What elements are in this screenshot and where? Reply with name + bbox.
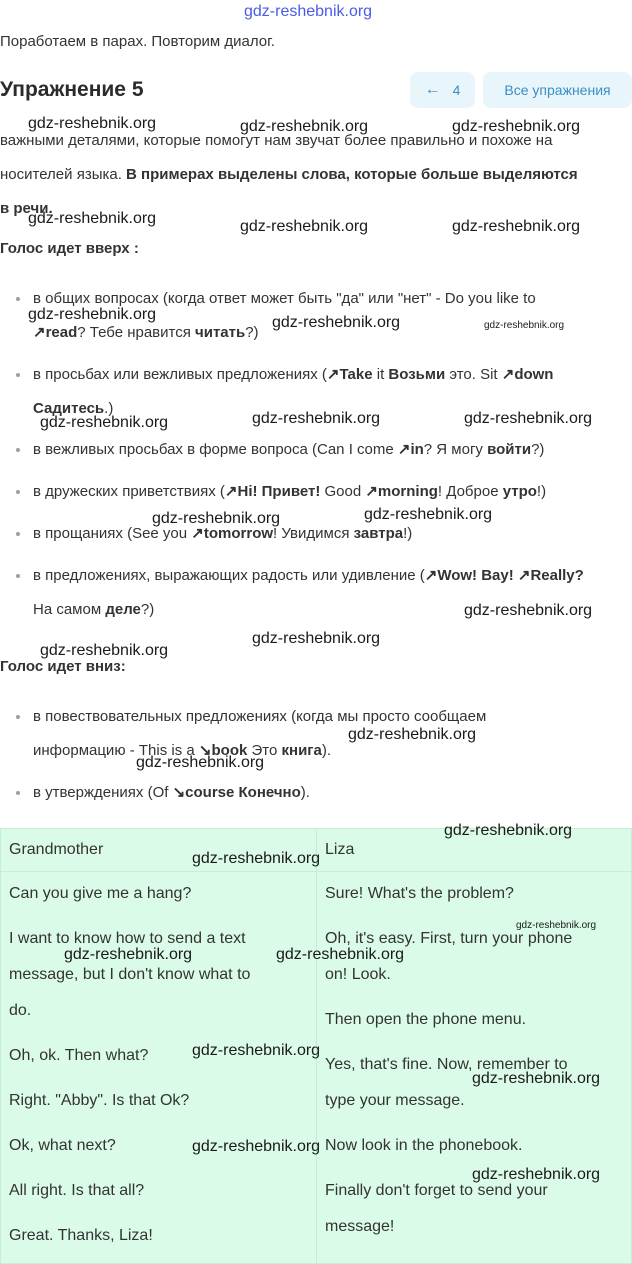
dialog-line: Finally don't forget to send your <box>325 1182 548 1199</box>
watermark: gdz-reshebnik.org <box>40 642 169 659</box>
grandmother-column <box>1 872 317 1264</box>
text-span: ! Увидимся <box>273 525 354 542</box>
text-span: ↗Hi! Привет! <box>224 483 321 500</box>
text-span: ? Тебе нравится <box>77 324 196 341</box>
watermark: gdz-reshebnik.org <box>364 506 493 523</box>
intro-text: Поработаем в парах. Повторим диалог. <box>0 33 275 50</box>
exercise-title: Упражнение 5 <box>0 78 144 101</box>
list-item <box>33 358 553 392</box>
text-span: деле <box>105 601 141 618</box>
text-span: ?) <box>245 324 259 341</box>
list-item <box>33 433 544 467</box>
dialog-line: Oh, it's easy. First, turn your phone <box>325 930 573 947</box>
text-span: в общих вопросах (когда ответ может быть "да" или "нет" - Do you like to <box>33 290 536 307</box>
watermark: gdz-reshebnik.org <box>28 115 157 132</box>
watermark: gdz-reshebnik.org <box>136 754 265 771</box>
text-span: в просьбах или вежливых предложениях ( <box>33 366 327 383</box>
dialog-line: Ok, what next? <box>9 1137 116 1154</box>
dialog-line: type your message. <box>325 1092 465 1109</box>
dialog-line: Can you give me a hang? <box>9 885 192 902</box>
dialog-line: Sure! What's the problem? <box>325 885 514 902</box>
text-span: ↗in <box>397 441 424 458</box>
text-span: Это <box>247 742 282 759</box>
text-span: в предложениях, выражающих радость или удивление ( <box>33 567 425 584</box>
previous-exercise-label: 4 <box>452 82 461 98</box>
watermark: gdz-reshebnik.org <box>464 410 593 427</box>
dialog-line: Oh, ok. Then what? <box>9 1047 149 1064</box>
list-item-continuation <box>33 593 154 627</box>
dialog-line: Great. Thanks, Liza! <box>9 1227 153 1244</box>
text-span: информацию - This is a <box>33 742 199 759</box>
bullet-icon <box>16 373 20 377</box>
dialog-line: Right. "Abby". Is that Ok? <box>9 1092 190 1109</box>
text-line: в речи. <box>0 200 53 217</box>
text-line: важными деталями, которые помогут нам звучат более правильно и похоже на <box>0 132 553 149</box>
column-header-grandmother: Grandmother <box>1 829 317 872</box>
bullet-icon <box>16 791 20 795</box>
text-emphasis: В примерах выделены слова, которые больше выделяются <box>126 166 578 183</box>
watermark-top: gdz-reshebnik.org <box>244 3 373 20</box>
dialog-line: Yes, that's fine. Now, remember to <box>325 1056 568 1073</box>
text-line <box>0 158 578 192</box>
text-span: носителей языка. <box>0 166 127 183</box>
bullet-icon <box>16 715 20 719</box>
all-exercises-button[interactable] <box>483 72 632 108</box>
text-span: в вежливых просьбах в форме вопроса (Can I come <box>33 441 398 458</box>
text-span: книга <box>281 742 322 759</box>
text-span: На самом <box>33 601 106 618</box>
watermark: gdz-reshebnik.org <box>252 410 381 427</box>
text-span: ↗tomorrow <box>191 525 274 542</box>
text-span: в прощаниях (See you <box>33 525 192 542</box>
bullet-icon <box>16 490 20 494</box>
text-span: Good <box>320 483 366 500</box>
watermark: gdz-reshebnik.org <box>272 314 401 331</box>
text-span: ?) <box>140 601 155 618</box>
watermark: gdz-reshebnik.org <box>192 1138 321 1155</box>
watermark: gdz-reshebnik.org <box>472 1070 601 1087</box>
dialog-line: on! Look. <box>325 966 391 983</box>
watermark: gdz-reshebnik.org <box>240 118 369 135</box>
watermark: gdz-reshebnik.org <box>28 210 157 227</box>
text-span: в утверждениях (Of <box>33 784 173 801</box>
text-span: ). <box>321 742 332 759</box>
text-span: ! Доброе <box>437 483 503 500</box>
text-span: ↗read <box>33 324 78 341</box>
text-span: ↗morning <box>365 483 438 500</box>
text-span: в повествовательных предложениях (когда мы просто сообщаем <box>33 708 487 725</box>
previous-exercise-button[interactable] <box>410 72 475 108</box>
watermark: gdz-reshebnik.org <box>252 630 381 647</box>
text-span: завтра <box>353 525 404 542</box>
bullet-icon <box>16 448 20 452</box>
all-exercises-label: Все упражнения <box>504 82 611 98</box>
down-heading: Голос идет вниз: <box>0 658 126 675</box>
list-item <box>33 475 546 509</box>
watermark: gdz-reshebnik.org <box>152 510 281 527</box>
watermark: gdz-reshebnik.org <box>40 414 169 431</box>
text-span: ↗down <box>501 366 554 383</box>
up-heading: Голос идет вверх : <box>0 240 139 257</box>
list-item <box>33 776 310 810</box>
dialog-line: do. <box>9 1002 32 1019</box>
text-span: ↗Take <box>326 366 373 383</box>
watermark: gdz-reshebnik.org <box>472 1166 601 1183</box>
text-span: !) <box>403 525 413 542</box>
watermark: gdz-reshebnik.org <box>28 306 157 323</box>
text-span: читать <box>195 324 246 341</box>
text-span: ? Я могу <box>423 441 488 458</box>
dialog-line: message, but I don't know what to <box>9 966 251 983</box>
watermark: gdz-reshebnik.org <box>240 218 369 235</box>
text-span: ↘course Конечно <box>172 784 301 801</box>
text-span: утро <box>502 483 537 500</box>
text-span: ↗Wow! Bay! ↗Really? <box>424 567 584 584</box>
watermark: gdz-reshebnik.org <box>348 726 477 743</box>
watermark: gdz-reshebnik.org <box>192 1042 321 1059</box>
arrow-left-icon: ← <box>424 81 441 98</box>
watermark: gdz-reshebnik.org <box>464 602 593 619</box>
bullet-icon <box>16 574 20 578</box>
watermark: gdz-reshebnik.org <box>64 946 193 963</box>
bullet-icon <box>16 297 20 301</box>
column-header-liza: Liza <box>317 829 632 872</box>
dialog-line: Now look in the phonebook. <box>325 1137 523 1154</box>
text-span: Садитесь <box>33 400 105 417</box>
list-item <box>33 559 584 593</box>
text-span: ↘book <box>198 742 248 759</box>
watermark: gdz-reshebnik.org <box>444 822 573 839</box>
watermark: gdz-reshebnik.org <box>276 946 405 963</box>
watermark: gdz-reshebnik.org <box>452 218 581 235</box>
watermark: gdz-reshebnik.org <box>452 118 581 135</box>
bullet-icon <box>16 532 20 536</box>
dialog-line: I want to know how to send a text <box>9 930 246 947</box>
text-span: !) <box>536 483 547 500</box>
watermark: gdz-reshebnik.org <box>484 320 565 331</box>
text-span: войти <box>487 441 532 458</box>
text-span: .) <box>104 400 114 417</box>
text-span: Возьми <box>388 366 446 383</box>
dialog-line: message! <box>325 1218 395 1235</box>
dialog-line: Then open the phone menu. <box>325 1011 527 1028</box>
text-span: ?) <box>531 441 545 458</box>
watermark: gdz-reshebnik.org <box>192 850 321 867</box>
text-span: в дружеских приветствиях ( <box>33 483 225 500</box>
dialog-line: All right. Is that all? <box>9 1182 145 1199</box>
text-span: это. Sit <box>445 366 502 383</box>
text-span: ). <box>300 784 310 801</box>
watermark: gdz-reshebnik.org <box>516 920 597 931</box>
text-span: it <box>372 366 389 383</box>
